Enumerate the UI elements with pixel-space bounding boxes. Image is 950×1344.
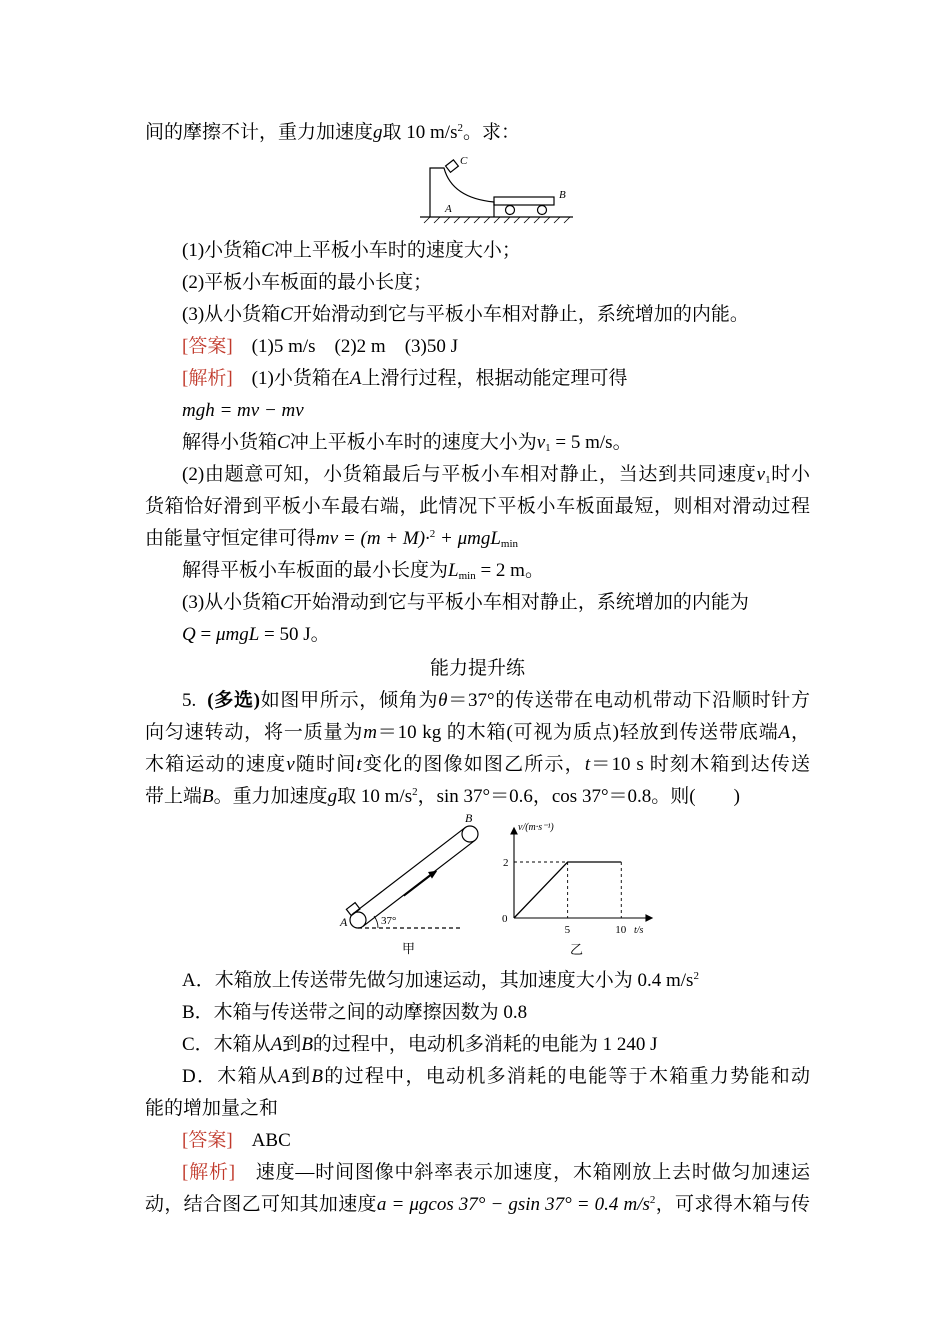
- figure-caption-jia: 甲: [402, 941, 416, 956]
- q5-answer: [182, 1128, 810, 1154]
- q5-analysis-1: [182, 1160, 810, 1186]
- answer-tag: [答案]: [182, 1130, 233, 1151]
- text: (1)小货箱在: [251, 368, 350, 389]
- q4-analysis-4: [182, 558, 810, 584]
- x-axis-arrow: [646, 915, 652, 921]
- q5-line-4: [145, 784, 810, 810]
- symbol-g: g: [327, 786, 338, 807]
- multi-select-tag: (多选): [207, 690, 260, 711]
- origin-label: 0: [502, 913, 508, 925]
- symbol-t: t: [356, 754, 362, 775]
- text: 开始滑动到它与平板小车相对静止，系统增加的内能。: [292, 304, 749, 325]
- section-title: 能力提升练: [429, 658, 525, 679]
- text: =: [195, 624, 216, 645]
- text: ＝10 s 时刻木箱到达传送: [590, 754, 810, 775]
- box-c: [446, 160, 459, 172]
- y-axis-label: v/(m·s⁻¹): [518, 822, 554, 833]
- label-c: C: [460, 155, 468, 167]
- q5-line-3: [145, 752, 810, 778]
- angle-label: 37°: [381, 915, 397, 927]
- q4-analysis-5: [182, 590, 810, 616]
- q4-sub1: [182, 238, 810, 264]
- option-c: [182, 1032, 810, 1058]
- option-b: B．木箱与传送带之间的动摩擦因数为 0.8: [182, 1002, 528, 1023]
- symbol-a: a: [376, 1194, 387, 1215]
- option-a: [182, 968, 810, 994]
- text: D．木箱从: [182, 1066, 279, 1087]
- text: 动，结合图乙可知其加速度: [145, 1194, 377, 1215]
- q4-answer: [182, 334, 810, 360]
- analysis-tag: [解析]: [182, 368, 233, 389]
- text: ＝37°的传送带在电动机带动下沿顺时针方: [447, 690, 811, 711]
- text: 带上端: [145, 786, 203, 807]
- symbol-a: A: [349, 368, 362, 389]
- symbol-b: B: [202, 786, 214, 807]
- answer-text: (1)5 m/s (2)2 m (3)50 J: [251, 336, 459, 357]
- symbol-c: C: [277, 432, 290, 453]
- label-b: B: [559, 189, 566, 201]
- q4-analysis-1: [182, 366, 810, 392]
- text: = 5 m/s。: [550, 432, 632, 453]
- text: 。重力加速度: [213, 786, 328, 807]
- option-d-line1: [182, 1064, 810, 1090]
- equation: mv = (m + M)·: [316, 528, 430, 549]
- symbol-v: v: [536, 432, 546, 453]
- subscript: 1: [765, 474, 771, 486]
- symbol-b: B: [311, 1066, 323, 1087]
- superscript: 2: [693, 970, 699, 982]
- subscript: min: [500, 538, 519, 550]
- equation: + μmgL: [435, 528, 501, 549]
- q4-analysis-3a: [182, 462, 810, 488]
- x-tick-label-10: 10: [615, 924, 627, 936]
- text: ，可求得木箱与传: [655, 1194, 810, 1215]
- symbol-v: v: [756, 464, 766, 485]
- symbol-c: C: [280, 592, 293, 613]
- vt-graph-yi: [498, 818, 658, 962]
- superscript: 2: [412, 786, 418, 798]
- text: 到: [289, 1066, 312, 1087]
- conveyor-figure-jia: [338, 812, 488, 962]
- text: ＝10 kg 的木箱(可视为质点)轻放到传送带底端: [376, 722, 779, 743]
- symbol-q: Q: [182, 624, 196, 645]
- text: 由能量守恒定律可得: [145, 528, 317, 549]
- intro-text-mid: 取 10 m/s: [382, 122, 458, 143]
- symbol-c: C: [261, 240, 274, 261]
- text: 的过程中，电动机多消耗的电能等于木箱重力势能和动: [323, 1066, 810, 1087]
- text: 速度—时间图像中斜率表示加速度，木箱刚放上去时做匀加速运: [255, 1162, 810, 1183]
- q4-equation-1: [182, 398, 810, 424]
- text: ，: [790, 722, 810, 743]
- label-a: A: [445, 203, 452, 215]
- text: = 50 J。: [259, 624, 330, 645]
- symbol-m: m: [363, 722, 377, 743]
- q5-line-1: [182, 688, 810, 714]
- symbol-c: C: [280, 304, 293, 325]
- y-axis-arrow: [511, 828, 517, 834]
- ramp-cart-figure: [418, 152, 578, 224]
- text: 冲上平板小车时的速度大小为: [289, 432, 537, 453]
- equation: = μgcos 37° − gsin 37° = 0.4 m/s: [386, 1194, 650, 1215]
- text: C．木箱从: [182, 1034, 271, 1055]
- symbol-b: B: [301, 1034, 313, 1055]
- intro-text: 间的摩擦不计，重力加速度: [145, 122, 374, 143]
- text: 向匀速转动，将一质量为: [145, 722, 364, 743]
- intro-line: [145, 120, 810, 146]
- symbol-v: v: [286, 754, 295, 775]
- symbol-l: L: [448, 560, 459, 581]
- q5-analysis-2: [145, 1192, 810, 1218]
- text: A．木箱放上传送带先做匀加速运动，其加速度大小为 0.4 m/s: [182, 970, 694, 991]
- symbol-g: g: [373, 122, 383, 143]
- text: 取 10 m/s: [337, 786, 413, 807]
- question-number: 5.: [182, 690, 197, 711]
- option-d-line2: 能的增加量之和: [145, 1098, 279, 1119]
- symbol-t: t: [584, 754, 591, 775]
- text: (2)由题意可知，小货箱最后与平板小车相对静止，当达到共同速度: [182, 464, 757, 485]
- label-a: A: [340, 915, 348, 929]
- analysis-tag: [解析]: [182, 1162, 236, 1183]
- text: (3)从小货箱: [182, 592, 281, 613]
- intro-text-post: 。求：: [462, 122, 520, 143]
- x-axis-label: t/s: [634, 925, 644, 936]
- subscript: 1: [545, 442, 551, 454]
- q4-analysis-3c: [145, 526, 810, 552]
- superscript: 2: [457, 122, 463, 134]
- q4-analysis-2: [182, 430, 810, 456]
- q4-sub3: [182, 302, 810, 328]
- symbol-theta: θ: [438, 690, 448, 711]
- x-tick-label-5: 5: [564, 924, 571, 936]
- q5-line-2: [145, 720, 810, 746]
- text: 解得平板小车板面的最小长度为: [182, 560, 449, 581]
- superscript: 2: [649, 1194, 656, 1206]
- subscript: min: [458, 570, 476, 582]
- symbol-a: A: [270, 1034, 283, 1055]
- text: 开始滑动到它与平板小车相对静止，系统增加的内能为: [292, 592, 749, 613]
- q4-sub2: (2)平板小车板面的最小长度；: [182, 272, 433, 293]
- text: 随时间: [294, 754, 357, 775]
- text: 的过程中，电动机多消耗的电能为 1 240 J: [312, 1034, 658, 1055]
- text: 木箱运动的速度: [145, 754, 287, 775]
- q4-equation-2: [182, 622, 810, 648]
- text: ，sin 37°＝0.6，cos 37°＝0.8。则( ): [417, 786, 740, 807]
- y-tick-label-2: 2: [503, 857, 509, 869]
- text: = 2 m。: [475, 560, 544, 581]
- text: 到: [282, 1034, 302, 1055]
- box-a: [346, 903, 360, 916]
- answer-tag: [答案]: [182, 336, 233, 357]
- text: 解得小货箱: [182, 432, 278, 453]
- superscript: 2: [429, 528, 436, 540]
- symbol-a: A: [278, 1066, 290, 1087]
- text: 冲上平板小车时的速度大小；: [273, 240, 521, 261]
- q4-analysis-3b: 货箱恰好滑到平板小车最右端，此情况下平板小车板面最短，则相对滑动过程: [145, 496, 810, 517]
- figure-caption-yi: 乙: [570, 942, 584, 957]
- text: 上滑行过程，根据动能定理可得: [361, 368, 628, 389]
- symbol-a: A: [778, 722, 791, 743]
- text: (1)小货箱: [182, 240, 262, 261]
- label-b: B: [465, 812, 473, 825]
- text: 时小: [770, 464, 810, 485]
- answer-text: ABC: [251, 1130, 291, 1151]
- equation: mgh = mv − mv: [182, 400, 304, 421]
- text: 如图甲所示，倾角为: [260, 690, 439, 711]
- text: 变化的图像如图乙所示，: [361, 754, 585, 775]
- text: (3)从小货箱: [182, 304, 281, 325]
- equation: μmgL: [215, 624, 260, 645]
